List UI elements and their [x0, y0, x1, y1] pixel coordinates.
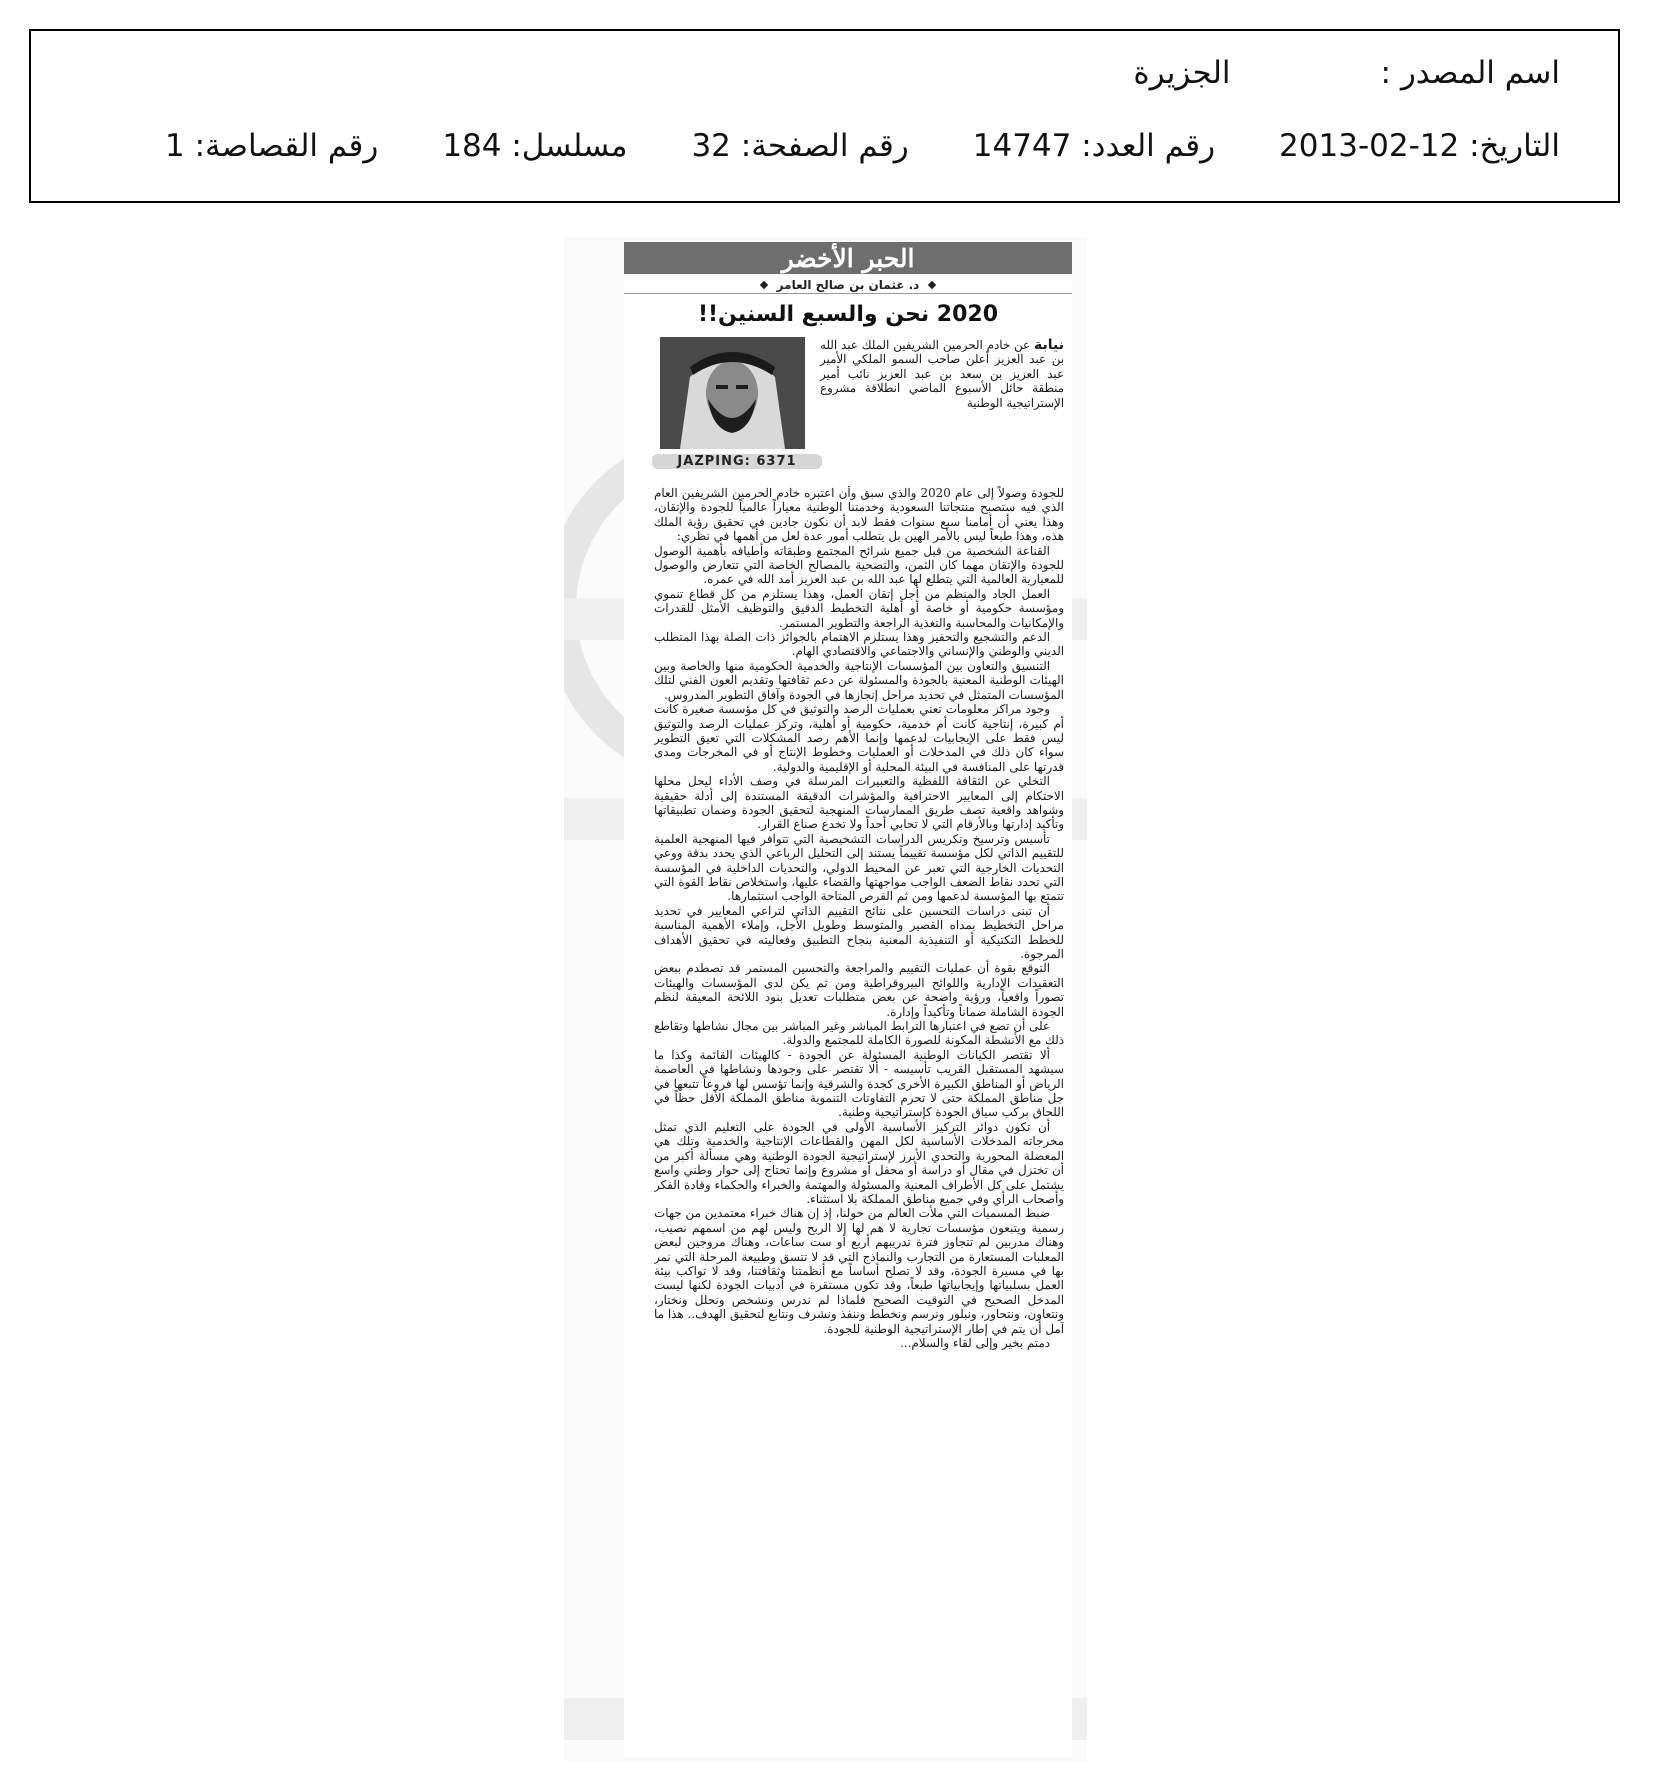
- body-paragraph: التنسيق والتعاون بين المؤسسات الإنتاجية والخدمية الحكومية منها والخاصة وبين الهيئات الوطنية المعنية بالجودة والمسئولة عن دعم ثقافتها وتقديم العون الفني لتلك المؤسسات المتمثل في تحديد مراحل إنجازها في الجودة وآفاق التطوير المدروس.: [654, 658, 1064, 702]
- column-banner: [624, 242, 1072, 274]
- clip-number-label: رقم القصاصة:: [194, 128, 379, 164]
- source-value: الجزيرة: [1133, 55, 1231, 91]
- serial-value: 184: [442, 128, 502, 164]
- date-value: 2013-02-12: [1279, 128, 1460, 164]
- serial-field: [442, 128, 627, 164]
- lead-text: عن خادم الحرمين الشريفين الملك عبد الله بن عبد العزيز أعلن صاحب السمو الملكي الأمير عبد العزيز بن سعد بن عبد العزيز نائب أمير منطقة حائل الأسبوع الماضي انطلاقة مشروع الإستراتيجية الوطنية: [820, 338, 1064, 410]
- clip-number-value: 1: [164, 128, 185, 164]
- article-lead: [820, 338, 1064, 410]
- diamond-icon: [759, 280, 767, 288]
- clipping-metadata-box: [29, 29, 1620, 203]
- page-label: رقم الصفحة:: [740, 128, 909, 164]
- date-label: التاريخ:: [1469, 128, 1560, 164]
- column-title: الحبر الأخضر: [781, 243, 915, 273]
- diamond-icon: [928, 280, 936, 288]
- article-column: [624, 242, 1072, 1757]
- body-paragraph: دمتم بخير وإلى لقاء والسلام...: [900, 1335, 1050, 1350]
- page-value: 32: [691, 128, 731, 164]
- body-paragraph: العمل الجاد والمنظم من أجل إتقان العمل، وهذا يستلزم من كل قطاع تنموي ومؤسسة حكومية أو خاصة أو أهلية التخطيط الدقيق والتوظيف الأمثل للقدرات والإمكانيات والمحاسبة والتغذية الراجعة والتطوير المستمر.: [654, 586, 1064, 630]
- body-paragraph: القناعة الشخصية من قبل جميع شرائح المجتمع وطبقاته وأطيافه بأهمية الوصول للجودة والإتقان مهما كان الثمن، والتضحية بالمصالح الخاصة التي تتعارض والوصول للمعيارية العالمية التي يتطلع لها عبد الله بن عبد العزيز أمد الله في عمره.: [654, 543, 1064, 587]
- issue-value: 14747: [972, 128, 1072, 164]
- article-body: [654, 486, 1064, 1751]
- date-field: [1279, 128, 1560, 164]
- author-photo: [660, 337, 805, 449]
- author-name: د. عثمان بن صالح العامر: [776, 277, 920, 292]
- issue-label: رقم العدد:: [1081, 128, 1216, 164]
- body-paragraph: ألا تقتصر الكيانات الوطنية المسئولة عن الجودة - كالهيئات القائمة وكذا ما سيشهد المستقبل القريب تأسيسه - ألا تقتصر على وجودها ونشاطها في العاصمة الرياض أو المناطق الكبيرة الأخرى كجدة والشرقية وإنما تؤسس لها فروعاً تتبعها في جل مناطق المملكة حتى لا تحرم التفاوتات التنموية مناطق المملكة الأقل حظاً في اللحاق بركب سياق الجودة كإستراتيجية وطنية.: [654, 1047, 1064, 1120]
- body-paragraph: التوقع بقوة أن عمليات التقييم والمراجعة والتحسين المستمر قد تصطدم ببعض التعقيدات الإدارية واللوائح البيروقراطية ومن ثم يكن لدى المؤسسات والهيئات تصوراً واقعياً، ورؤية واضحة عن بعض متطلبات تعديل بنود اللائحة المعيقة لنظم الجودة الشاملة ضماناً وتأكيداً وإدارة.: [654, 961, 1064, 1019]
- body-paragraph: أن تكون دوائر التركيز الأساسية الأولى في الجودة على التعليم الذي تمثل مخرجاته المدخلات الأساسية لكل المهن والقطاعات الإنتاجية والخدمية وتلك هي المعضلة المحورية والتحدي الأبرز لإستراتيجية الجودة الوطنية وهي مسألة أكبر من أن تختزل في مقال أو دراسة أو محفل أو مشروع وإنما تحتاج إلى حوار وطني واسع يشتمل على كل الأطراف المعنية والمسئولة والمهتمة والخبراء والحكماء وقادة الفكر وأصحاب الرأي وفي جميع مناطق المملكة بلا استثناء.: [654, 1119, 1064, 1206]
- clip-number-field: [165, 128, 378, 164]
- lead-kicker: نيابة: [1034, 337, 1064, 353]
- body-paragraph: تأسيس وترسيخ وتكريس الدراسات التشخيصية التي تتوافر فيها المنهجية العلمية للتقييم الذاتي لكل مؤسسة تقييماً يستند إلى التحليل الرباعي الذي يحدد بدقة ووعي التحديات الخارجية التي تعبر عن المحيط الدولي، والتحديات الداخلية في المؤسسة التي تحدد نقاط الضعف الواجب مواجهتها والقضاء عليها، واستخلاص نقاط القوة التي تتمتع بها المؤسسة لدعمها ومن ثم الفرص المتاحة الواجب استثمارها.: [654, 831, 1064, 904]
- serial-label: مسلسل:: [511, 128, 628, 164]
- article-headline: 2020 نحن والسبع السنين!!: [697, 302, 998, 327]
- issue-field: [973, 128, 1215, 164]
- body-paragraph: الدعم والتشجيع والتحفيز وهذا يستلزم الاهتمام بالجوائز ذات الصلة بهذا المتطلب الديني والوطني والإنساني والاجتماعي والاقتصادي الهام.: [654, 630, 1064, 659]
- body-paragraph: أن تبنى دراسات التحسين على نتائج التقييم الذاتي لتراعي المعايير في تحديد مراحل التخطيط بمداه القصير والمتوسط وطويل الأجل، وإملاء الأهمية المناسبة للخطط التكتيكية أو التنفيذية المعنية بنجاح التطبيق وفعاليته في تحقيق الأهداف المرجوة.: [654, 903, 1064, 961]
- photo-caption: JAZPING: 6371: [652, 454, 822, 469]
- page-field: [691, 128, 908, 164]
- body-paragraph: على أن تضع في اعتبارها الترابط المباشر وغير المباشر بين مجال نشاطها وتقاطع ذلك مع الأنشطة المكونة للصورة الكاملة للمجتمع والدولة.: [654, 1019, 1064, 1048]
- body-paragraph: للجودة وصولاً إلى عام 2020 والذي سبق وأن اعتبره خادم الحرمين الشريفين العام الذي فيه ستصبح منتجاتنا السعودية وخدمتنا الوطنية معياراً عالمياً للجودة والإتقان، وهذا يعني أن أمامنا سبع سنوات فقط لابد أن نكون جادين في تحقيق رؤية الملك هذه، وهذا طبعاً ليس بالأمر الهين بل يتطلب أمور عدة لعل من أهمها في نظري:: [654, 486, 1064, 544]
- body-paragraph: التخلي عن الثقافة اللفظية والتعبيرات المرسلة في وصف الأداء ليحل محلها الاحتكام إلى المعايير الاحترافية والمؤشرات الدقيقة المستندة إلى أدلة حقيقية وشواهد واقعية تصف طريق الممارسات المنهجية لتحقيق الجودة وضمان تطبيقاتها وتأكيد إدارتها وبالأرقام التي لا تحابي أحداً ولا تخدع صناع القرار.: [654, 774, 1064, 832]
- newspaper-clipping: [564, 238, 1087, 1761]
- source-label: اسم المصدر :: [1380, 55, 1560, 91]
- source-row: [1133, 55, 1560, 91]
- body-paragraph: وجود مراكز معلومات تعني بعمليات الرصد والتوثيق في كل مؤسسة صغيرة كانت أم كبيرة، إنتاجية كانت أم خدمية، حكومية أو أهلية، وتركز عمليات الرصد والتوثيق ليس فقط على الإيجابيات لدعمها وإنما الأهم رصد المشكلات التي تعيق التطوير سواء كان ذلك في المدخلات أو العمليات وخطوط الإنتاج أو في المخرجات ومدى قدرتها على المنافسة في البيئة المحلية أو الإقليمية والدولية.: [654, 702, 1064, 774]
- body-paragraph: ضبط المسميات التي ملأت العالم من حولنا، إذ إن هناك خبراء معتمدين من جهات رسمية ويتبعون مؤسسات تجارية لا هم لها إلا الربح وليس لهم من اسمهم نصيب، وهناك مدربين لم تتجاوز فترة تدريبهم أربع أو ست ساعات، وهناك مروجين لبعض المعلبات المستعارة من التجارب والنماذج التي قد لا تتسق وطبيعة المرحلة التي نمر بها في مسيرة الجودة، وقد لا تصلح أساساً مع أنظمتنا وثقافتنا، وقد لا تواكب بيئة العمل بسلبياتها وإيجابياتها طبعاً، وقد تكون مستقرة في أدبيات الجودة لكنها ليست المدخل الصحيح في التوقيت الصحيح فلماذا لم ندرس ونشخص ونحلل ونختار، ونتعاون، ونتحاور، ونبلور ونرسم ونخطط وننفذ ونشرف ونتابع لتحقيق الهدف.. هذا ما آمل أن يتم في إطار الإستراتيجية الوطنية للجودة.: [654, 1206, 1064, 1336]
- details-row: [165, 128, 1560, 164]
- byline: [624, 276, 1072, 294]
